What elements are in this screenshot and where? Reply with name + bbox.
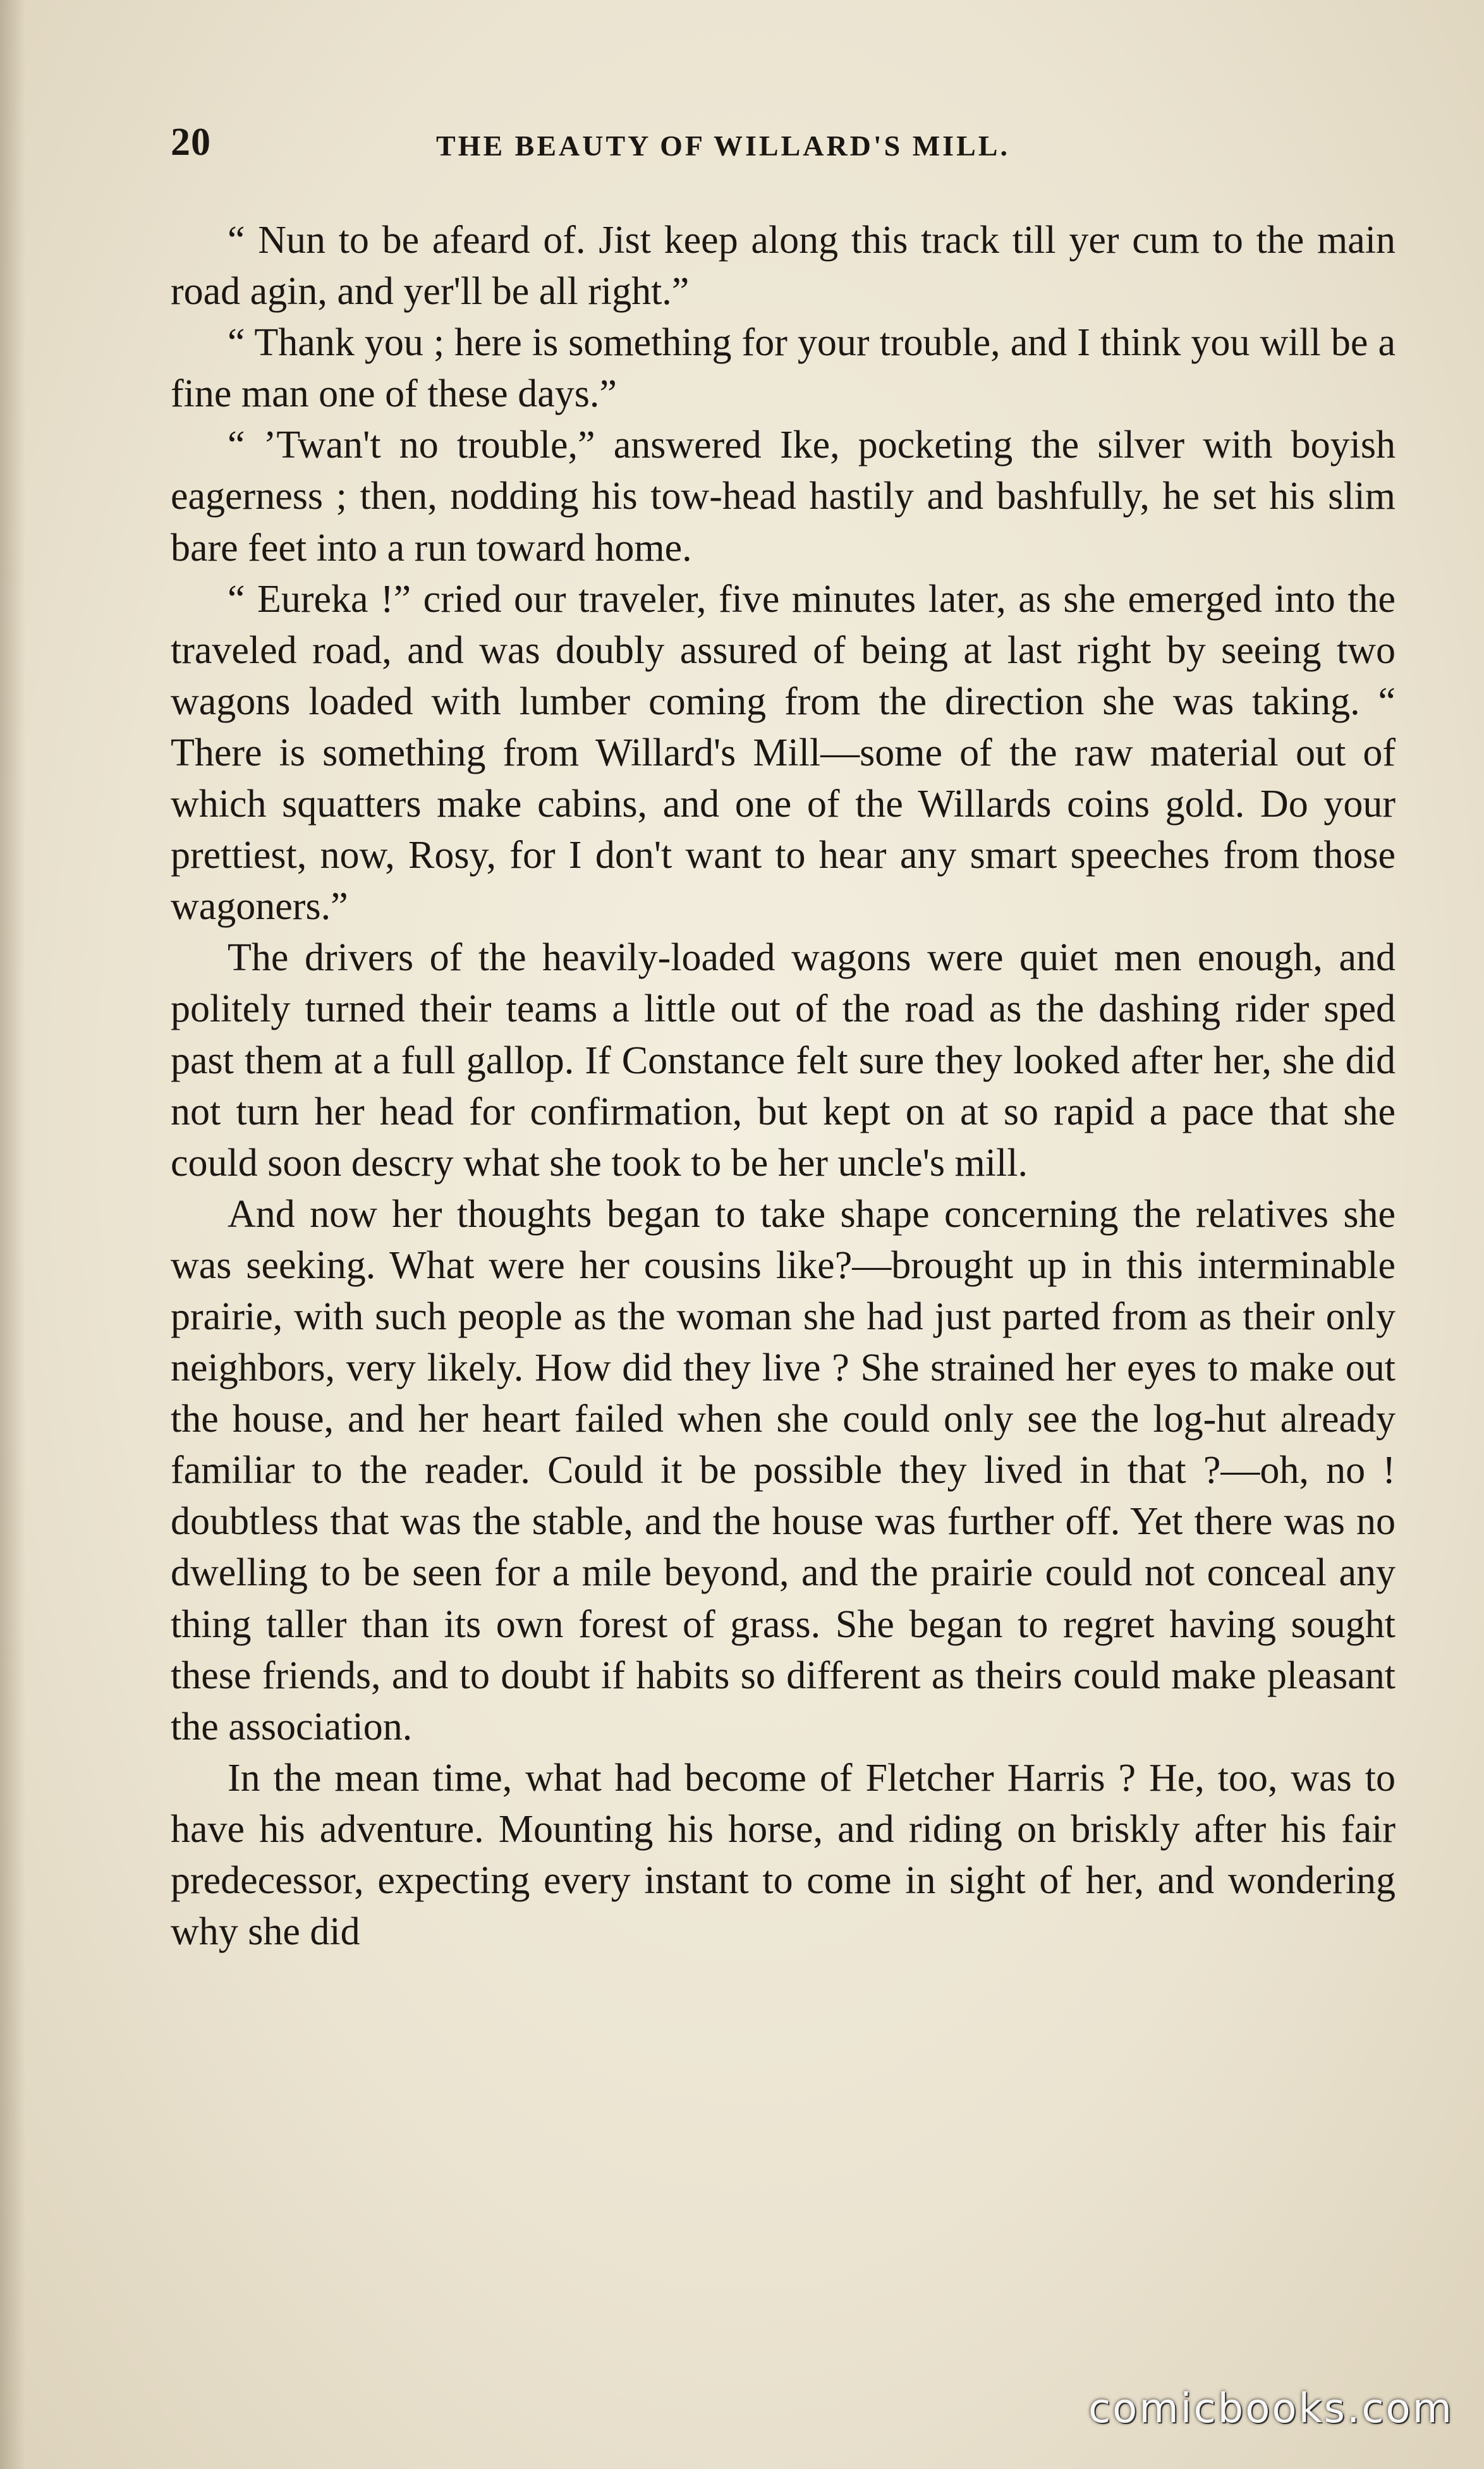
paragraph: “ ’Twan't no trouble,” answered Ike, pocketing the silver with boyish eagerness ; then, nodding his tow-head hastily and bashfully, he set his slim bare feet into a run toward home. [171, 424, 1396, 570]
paragraph: The drivers of the heavily-loaded wagons were quiet men enough, and politely turned their teams a little out of the road as the dashing rider sped past them at a full gallop. If Constance felt sure they looked after her, she did not turn her head for confirmation, but kept on at so rapid a pace that she could soon descry what she took to be her uncle's mill. [171, 936, 1396, 1185]
paragraph: “ Nun to be afeard of. Jist keep along this track till yer cum to the main road agin, and yer'll be all right.” [171, 219, 1396, 314]
paragraph: In the mean time, what had become of Fletcher Harris ? He, too, was to have his adventure. Mounting his horse, and riding on briskly after his fair predecessor, expecting every instant to come in sight of her, and wondering why she did [171, 1756, 1396, 1954]
running-head: THE BEAUTY OF WILLARD'S MILL. [436, 130, 1010, 162]
paragraph: “ Thank you ; here is something for your trouble, and I think you will be a fine man one of these days.” [171, 321, 1396, 416]
paragraph: And now her thoughts began to take shape concerning the relatives she was seeking. What were her cousins like?—brought up in this interminable prairie, with such people as the woman she had just parted from as their only neighbors, very likely. How did they live ? She strained her eyes to make out the house, and her heart failed when she could only see the log-hut already familiar to the reader. Could it be possible they lived in that ?—oh, no ! doubtless that was the stable, and the house was further off. Yet there was no dwelling to be seen for a mile beyond, and the prairie could not conceal any thing taller than its own forest of grass. She began to regret having sought these friends, and to doubt if habits so different as theirs could make pleasant the association. [171, 1192, 1396, 1748]
body-text [171, 215, 1396, 1958]
page-header [171, 120, 1397, 177]
page-number: 20 [171, 121, 211, 164]
watermark: comicbooks.com [1088, 2386, 1454, 2432]
paragraph: “ Eureka !” cried our traveler, five minutes later, as she emerged into the traveled road, and was doubly assured of being at last right by seeing two wagons loaded with lumber coming from the direction she was taking. “ There is something from Willard's Mill—some of the raw material out of which squatters make cabins, and one of the Willards coins gold. Do your prettiest, now, Rosy, for I don't want to hear any smart speeches from those wagoners.” [171, 577, 1396, 929]
